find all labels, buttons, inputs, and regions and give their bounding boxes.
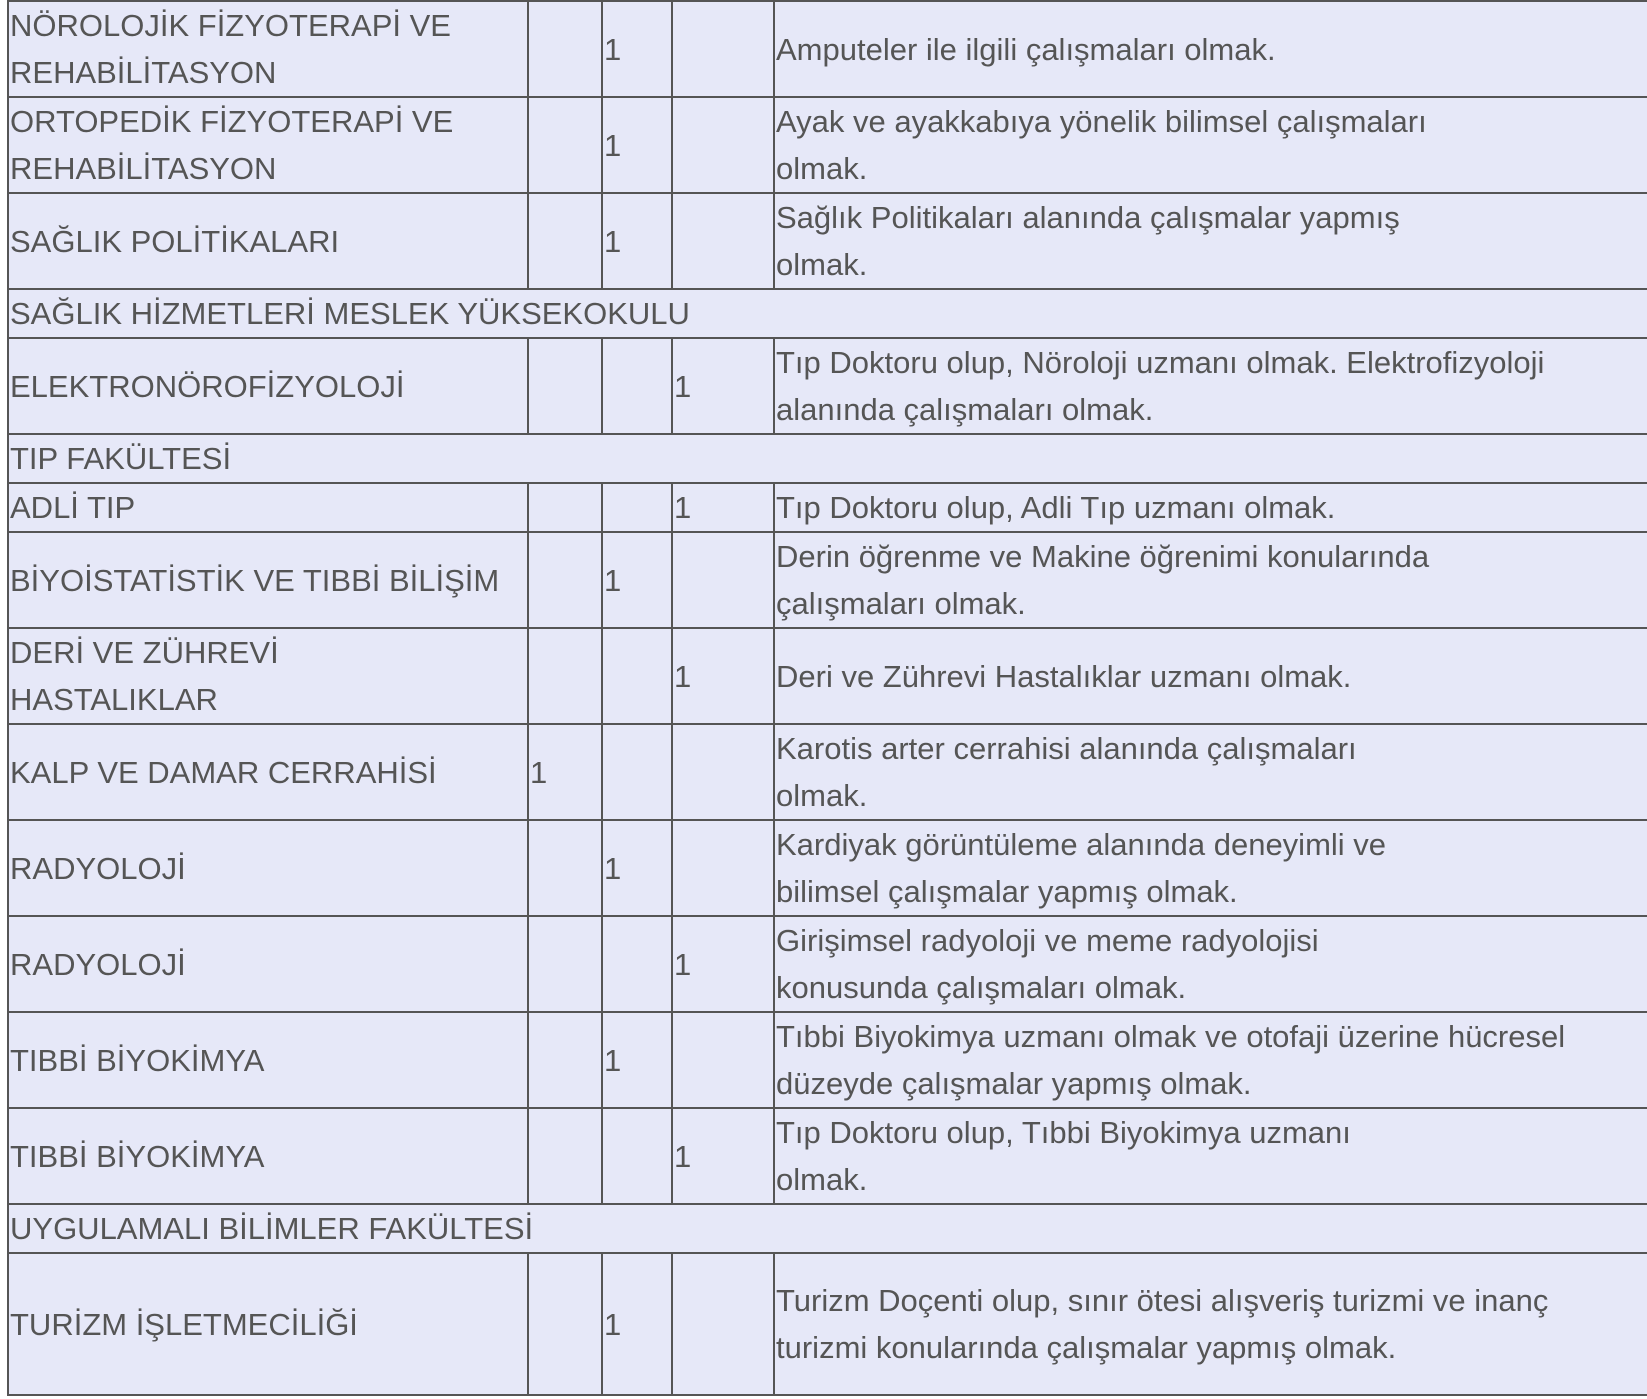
positions-table	[7, 0, 1647, 1396]
department-cell: TURİZM İŞLETMECİLİĞİ	[8, 1253, 528, 1395]
associate-professor-count-cell: 1	[602, 1012, 672, 1108]
requirement-cell: Ayak ve ayakkabıya yönelik bilimsel çalışmaları olmak.	[774, 97, 1647, 193]
professor-count-cell	[528, 916, 602, 1012]
table-row	[8, 532, 1647, 628]
assistant-professor-count-cell	[672, 97, 774, 193]
assistant-professor-count-cell: 1	[672, 628, 774, 724]
department-cell: TIBBİ BİYOKİMYA	[8, 1108, 528, 1204]
section-row	[8, 434, 1647, 483]
associate-professor-count-cell: 1	[602, 97, 672, 193]
professor-count-cell: 1	[528, 724, 602, 820]
associate-professor-count-cell: 1	[602, 820, 672, 916]
assistant-professor-count-cell	[672, 532, 774, 628]
associate-professor-count-cell	[602, 338, 672, 434]
associate-professor-count-cell	[602, 483, 672, 532]
associate-professor-count-cell: 1	[602, 1253, 672, 1395]
assistant-professor-count-cell	[672, 724, 774, 820]
requirement-cell: Amputeler ile ilgili çalışmaları olmak.	[774, 1, 1647, 97]
professor-count-cell	[528, 1108, 602, 1204]
professor-count-cell	[528, 820, 602, 916]
department-cell: BİYOİSTATİSTİK VE TIBBİ BİLİŞİM	[8, 532, 528, 628]
assistant-professor-count-cell	[672, 1253, 774, 1395]
associate-professor-count-cell: 1	[602, 532, 672, 628]
table-row	[8, 916, 1647, 1012]
professor-count-cell	[528, 628, 602, 724]
assistant-professor-count-cell: 1	[672, 916, 774, 1012]
table-row	[8, 628, 1647, 724]
professor-count-cell	[528, 1012, 602, 1108]
requirement-cell: Sağlık Politikaları alanında çalışmalar yapmış olmak.	[774, 193, 1647, 289]
professor-count-cell	[528, 532, 602, 628]
table-row	[8, 1012, 1647, 1108]
professor-count-cell	[528, 483, 602, 532]
section-row	[8, 289, 1647, 338]
department-cell: RADYOLOJİ	[8, 820, 528, 916]
department-cell: SAĞLIK POLİTİKALARI	[8, 193, 528, 289]
department-cell: RADYOLOJİ	[8, 916, 528, 1012]
department-cell: DERİ VE ZÜHREVİ HASTALIKLAR	[8, 628, 528, 724]
assistant-professor-count-cell	[672, 193, 774, 289]
requirement-cell: Tıp Doktoru olup, Tıbbi Biyokimya uzmanı olmak.	[774, 1108, 1647, 1204]
requirement-cell: Tıp Doktoru olup, Nöroloji uzmanı olmak. Elektrofizyoloji alanında çalışmaları olmak.	[774, 338, 1647, 434]
department-cell: KALP VE DAMAR CERRAHİSİ	[8, 724, 528, 820]
table-row	[8, 724, 1647, 820]
table-row	[8, 193, 1647, 289]
requirement-cell: Deri ve Zührevi Hastalıklar uzmanı olmak.	[774, 628, 1647, 724]
requirement-cell: Derin öğrenme ve Makine öğrenimi konularında çalışmaları olmak.	[774, 532, 1647, 628]
faculty-heading-cell: SAĞLIK HİZMETLERİ MESLEK YÜKSEKOKULU	[8, 289, 1647, 338]
assistant-professor-count-cell	[672, 820, 774, 916]
associate-professor-count-cell	[602, 916, 672, 1012]
faculty-heading-cell: TIP FAKÜLTESİ	[8, 434, 1647, 483]
assistant-professor-count-cell	[672, 1, 774, 97]
table-row	[8, 483, 1647, 532]
professor-count-cell	[528, 338, 602, 434]
requirement-cell: Girişimsel radyoloji ve meme radyolojisi konusunda çalışmaları olmak.	[774, 916, 1647, 1012]
professor-count-cell	[528, 193, 602, 289]
table-wrapper	[7, 0, 1647, 1396]
table-row	[8, 820, 1647, 916]
department-cell: TIBBİ BİYOKİMYA	[8, 1012, 528, 1108]
requirement-cell: Karotis arter cerrahisi alanında çalışmaları olmak.	[774, 724, 1647, 820]
associate-professor-count-cell	[602, 628, 672, 724]
professor-count-cell	[528, 97, 602, 193]
professor-count-cell	[528, 1253, 602, 1395]
department-cell: ELEKTRONÖROFİZYOLOJİ	[8, 338, 528, 434]
associate-professor-count-cell: 1	[602, 193, 672, 289]
associate-professor-count-cell	[602, 1108, 672, 1204]
table-row	[8, 1108, 1647, 1204]
positions-table-body	[8, 1, 1647, 1395]
requirement-cell: Turizm Doçenti olup, sınır ötesi alışveriş turizmi ve inanç turizmi konularında çalışmalar yapmış olmak.	[774, 1253, 1647, 1395]
table-row	[8, 1253, 1647, 1395]
table-row	[8, 1, 1647, 97]
assistant-professor-count-cell: 1	[672, 483, 774, 532]
requirement-cell: Tıp Doktoru olup, Adli Tıp uzmanı olmak.	[774, 483, 1647, 532]
associate-professor-count-cell: 1	[602, 1, 672, 97]
associate-professor-count-cell	[602, 724, 672, 820]
department-cell: ORTOPEDİK FİZYOTERAPİ VE REHABİLİTASYON	[8, 97, 528, 193]
assistant-professor-count-cell: 1	[672, 338, 774, 434]
department-cell: NÖROLOJİK FİZYOTERAPİ VE REHABİLİTASYON	[8, 1, 528, 97]
requirement-cell: Kardiyak görüntüleme alanında deneyimli ve bilimsel çalışmalar yapmış olmak.	[774, 820, 1647, 916]
assistant-professor-count-cell: 1	[672, 1108, 774, 1204]
professor-count-cell	[528, 1, 602, 97]
table-row	[8, 97, 1647, 193]
requirement-cell: Tıbbi Biyokimya uzmanı olmak ve otofaji üzerine hücresel düzeyde çalışmalar yapmış olmak.	[774, 1012, 1647, 1108]
table-row	[8, 338, 1647, 434]
faculty-heading-cell: UYGULAMALI BİLİMLER FAKÜLTESİ	[8, 1204, 1647, 1253]
department-cell: ADLİ TIP	[8, 483, 528, 532]
assistant-professor-count-cell	[672, 1012, 774, 1108]
section-row	[8, 1204, 1647, 1253]
